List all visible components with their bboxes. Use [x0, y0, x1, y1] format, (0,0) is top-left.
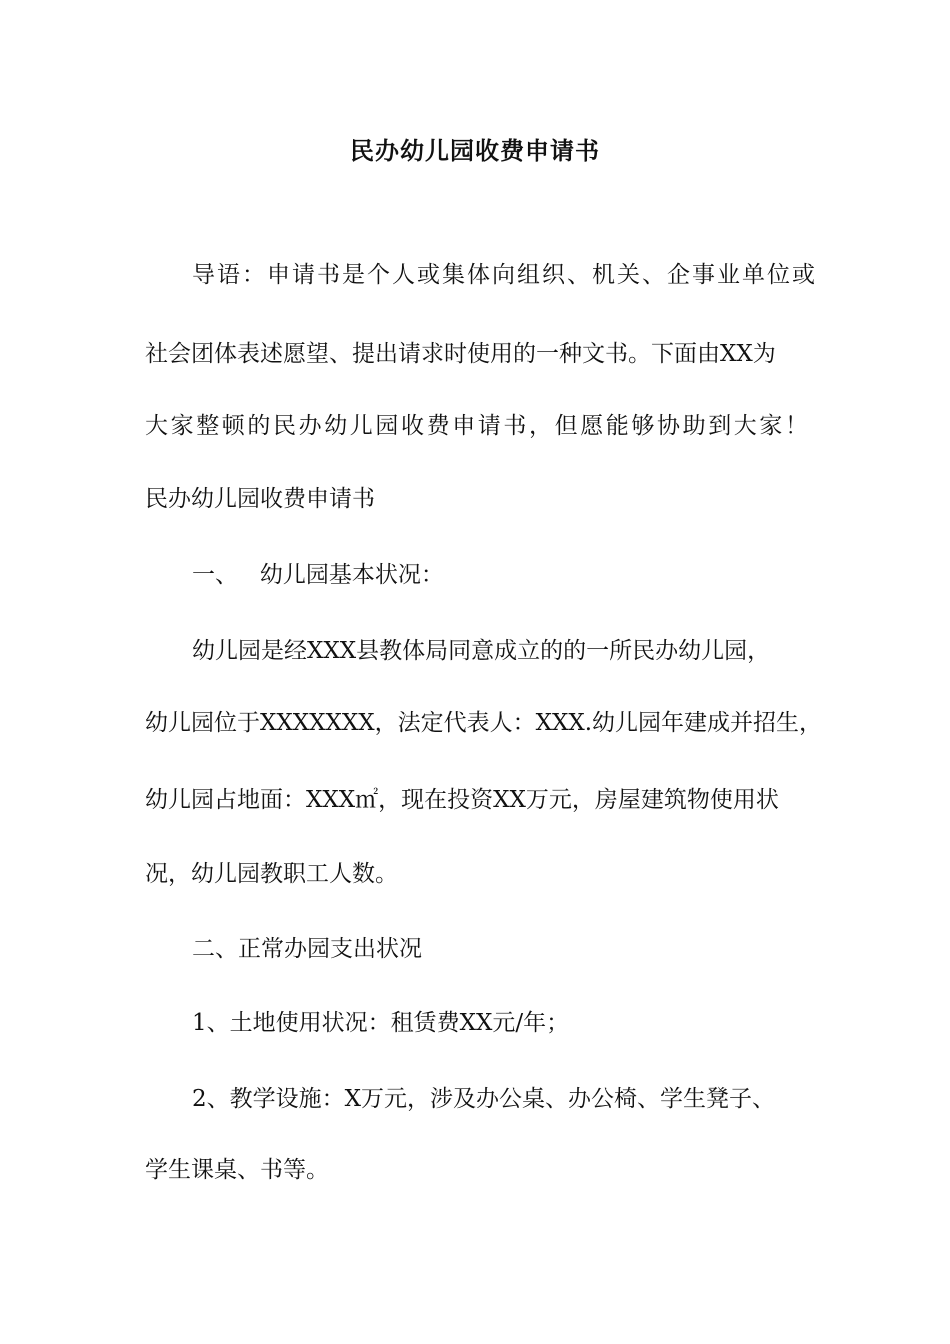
list-item-2-line-1: 2、教学设施：X万元，涉及办公桌、办公椅、学生凳子、	[192, 1086, 776, 1112]
paragraph-basic-line-4: 况，幼儿园教职工人数。	[145, 861, 398, 887]
paragraph-basic-line-1: 幼儿园是经XXX县教体局同意成立的的一所民办幼儿园，	[192, 638, 771, 664]
paragraph-basic-line-3: 幼儿园占地面：XXX㎡，现在投资XX万元，房屋建筑物使用状	[145, 787, 779, 813]
list-item-1: 1、土地使用状况：租赁费XX元/年；	[192, 1010, 570, 1036]
section-heading-1: 一、 幼儿园基本状况：	[192, 562, 444, 588]
list-item-2-line-2: 学生课桌、书等。	[145, 1157, 329, 1183]
paragraph-intro-line-2: 社会团体表述愿望、提出请求时使用的一种文书。下面由XX为	[145, 341, 776, 367]
paragraph-intro-line-3: 大家整顿的民办幼儿园收费申请书，但愿能够协助到大家！	[145, 413, 811, 439]
paragraph-intro-line-1: 导语：申请书是个人或集体向组织、机关、企事业单位或	[192, 262, 817, 288]
section-heading-2: 二、正常办园支出状况	[192, 936, 422, 962]
subtitle-line: 民办幼儿园收费申请书	[145, 486, 375, 512]
document-title: 民办幼儿园收费申请书	[350, 136, 600, 165]
paragraph-basic-line-2: 幼儿园位于XXXXXXX，法定代表人：XXX.幼儿园年建成并招生，	[145, 710, 823, 736]
